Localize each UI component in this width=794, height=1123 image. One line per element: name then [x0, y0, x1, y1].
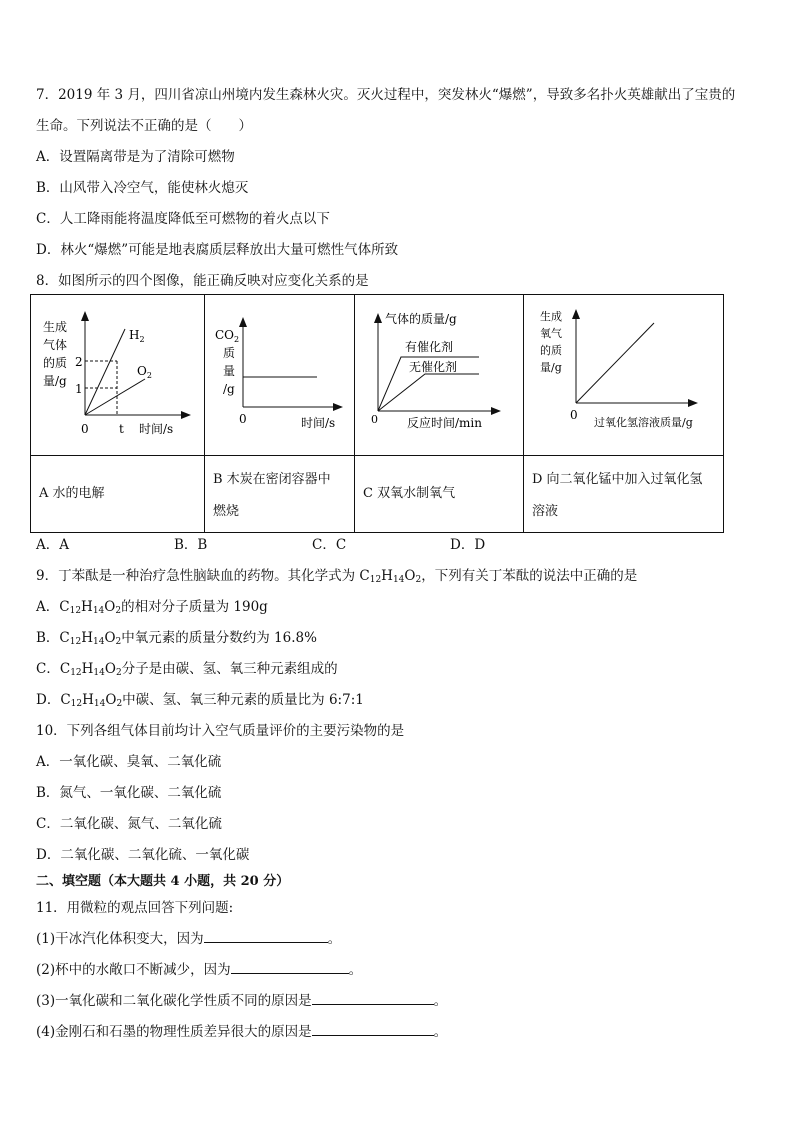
q9-option-d: D．$C_{12}H_{14}O_2$中碳、氢、氧三种元素的质量比为 6:7:1 [36, 692, 364, 709]
caption-c: C 双氧水制氧气 [355, 456, 524, 533]
graph-a-ylabel-2: 气体 [43, 338, 68, 352]
graph-a-tick-2: 2 [75, 355, 83, 369]
graph-b-xlabel: 时间/s [301, 416, 336, 430]
graph-d-o2-line [576, 323, 654, 403]
graph-a-h2-label: $H_2$ [129, 328, 145, 344]
graph-b-ylabel-3: /g [223, 382, 235, 396]
graph-c-cell [355, 295, 524, 456]
graph-a-o2-label: $O_2$ [137, 364, 152, 380]
q11-stem: 11．用微粒的观点回答下列问题: [36, 900, 234, 916]
q8-answer-c: C．C [312, 537, 347, 553]
graph-d-ylabel-4: 量/g [540, 361, 562, 374]
graph-c-xlabel: 反应时间/min [407, 416, 482, 430]
graph-d-ylabel-1: 生成 [540, 310, 562, 323]
graph-c [355, 295, 523, 451]
q10-option-b: B．氮气、一氧化碳、二氧化硫 [36, 785, 222, 801]
graph-d-cell [524, 295, 724, 456]
graph-a-xlabel: 时间/s [139, 422, 174, 436]
q7-option-a: A．设置隔离带是为了清除可燃物 [36, 149, 235, 165]
q11-item-2: (2)杯中的水敞口不断减少，因为 。 [36, 958, 362, 978]
q11-blank-2[interactable] [231, 959, 349, 974]
graph-d-y-arrow [572, 309, 580, 319]
q10-option-c: C．二氧化碳、氮气、二氧化硫 [36, 816, 222, 832]
caption-b: B 木炭在密闭容器中 燃烧 [205, 456, 355, 533]
graph-a-cell [31, 295, 205, 456]
graph-d-ylabel-3: 的质 [540, 344, 562, 357]
graph-c-without-catalyst-line [378, 374, 479, 411]
q8-answer-a: A．A [36, 537, 69, 553]
q11-blank-4[interactable] [312, 1021, 434, 1036]
caption-a: A 水的电解 [31, 456, 205, 533]
graph-d [524, 295, 723, 451]
q8-answer-d: D．D [450, 537, 486, 553]
graph-c-without-catalyst-label: 无催化剂 [409, 360, 458, 374]
q11-blank-1[interactable] [204, 928, 328, 943]
graph-a-ylabel-4: 量/g [43, 374, 67, 388]
graph-d-origin: 0 [570, 408, 578, 422]
q7-option-c: C．人工降雨能将温度降低至可燃物的着火点以下 [36, 211, 330, 227]
graph-b-x-arrow [333, 403, 343, 411]
graph-a-ylabel-1: 生成 [43, 320, 68, 334]
graph-a [31, 295, 204, 451]
q7-option-b: B．山风带入冷空气，能使林火熄灭 [36, 180, 249, 196]
graph-c-with-catalyst-label: 有催化剂 [405, 340, 454, 354]
graph-c-ylabel: 气体的质量/g [385, 312, 457, 326]
graph-a-ylabel-3: 的质 [43, 356, 68, 370]
graph-c-x-arrow [491, 407, 501, 415]
q7-stem-line1: 7．2019 年 3 月，四川省凉山州境内发生森林火灾。灭火过程中，突发林火“爆燃”，导致多名扑火英雄献出了宝贵的 [36, 87, 736, 103]
q11-item-1: (1)干冰汽化体积变大，因为 。 [36, 927, 341, 947]
q9-option-c: C．$C_{12}H_{14}O_2$分子是由碳、氢、氧三种元素组成的 [36, 661, 338, 678]
graph-a-o2-line [85, 379, 145, 415]
graph-d-xlabel: 过氧化氢溶液质量/g [594, 416, 693, 429]
graph-b-ylabel-1: 质 [223, 346, 236, 360]
q10-stem: 10．下列各组气体目前均计入空气质量评价的主要污染物的是 [36, 723, 405, 739]
q11-blank-3[interactable] [312, 990, 434, 1005]
graph-a-y-arrow [81, 311, 89, 321]
graph-c-y-arrow [374, 313, 382, 323]
q11-item-3: (3)一氧化碳和二氧化碳化学性质不同的原因是 。 [36, 989, 447, 1009]
graph-b-cell [205, 295, 355, 456]
q8-graph-table [30, 294, 724, 533]
q8-answer-options [36, 533, 588, 553]
caption-d: D 向二氧化锰中加入过氧化氢 溶液 [524, 456, 724, 533]
graph-c-origin: 0 [371, 413, 378, 426]
q7-stem-line2: 生命。下列说法不正确的是（ ） [36, 118, 252, 134]
graph-b-ylabel-2: 量 [223, 364, 236, 378]
graph-a-tick-1: 1 [75, 382, 83, 396]
q8-answer-b: B．B [174, 537, 208, 553]
q9-option-b: B．$C_{12}H_{14}O_2$中氧元素的质量分数约为 16.8% [36, 630, 317, 647]
graph-d-ylabel-2: 氧气 [540, 327, 562, 340]
q10-option-a: A．一氧化碳、臭氧、二氧化硫 [36, 754, 222, 770]
q10-option-d: D．二氧化碳、二氧化硫、一氧化碳 [36, 847, 250, 863]
q7-option-d: D．林火“爆燃”可能是地表腐质层释放出大量可燃性气体所致 [36, 242, 399, 258]
graph-a-origin: 0 [81, 422, 89, 436]
graph-b-ylabel-co2: $CO_2$ [215, 328, 240, 344]
graph-a-tick-t: t [119, 422, 124, 436]
q11-item-4: (4)金刚石和石墨的物理性质差异很大的原因是 。 [36, 1020, 447, 1040]
graph-d-x-arrow [688, 399, 698, 407]
q9-stem: 9．丁苯酞是一种治疗急性脑缺血的药物。其化学式为 $C_{12}H_{14}O_2$，下列有关丁苯酞的说法中正确的是 [36, 568, 638, 585]
graph-b-y-arrow [239, 317, 247, 327]
section-2-title: 二、填空题（本大题共 4 小题，共 20 分） [36, 874, 290, 889]
graph-b [205, 295, 354, 451]
q8-stem: 8．如图所示的四个图像，能正确反映对应变化关系的是 [36, 273, 369, 289]
graph-a-x-arrow [181, 411, 191, 419]
graph-b-origin: 0 [239, 412, 247, 426]
q9-option-a: A．$C_{12}H_{14}O_2$的相对分子质量为 190g [36, 599, 268, 616]
graph-a-h2-line [85, 329, 125, 415]
